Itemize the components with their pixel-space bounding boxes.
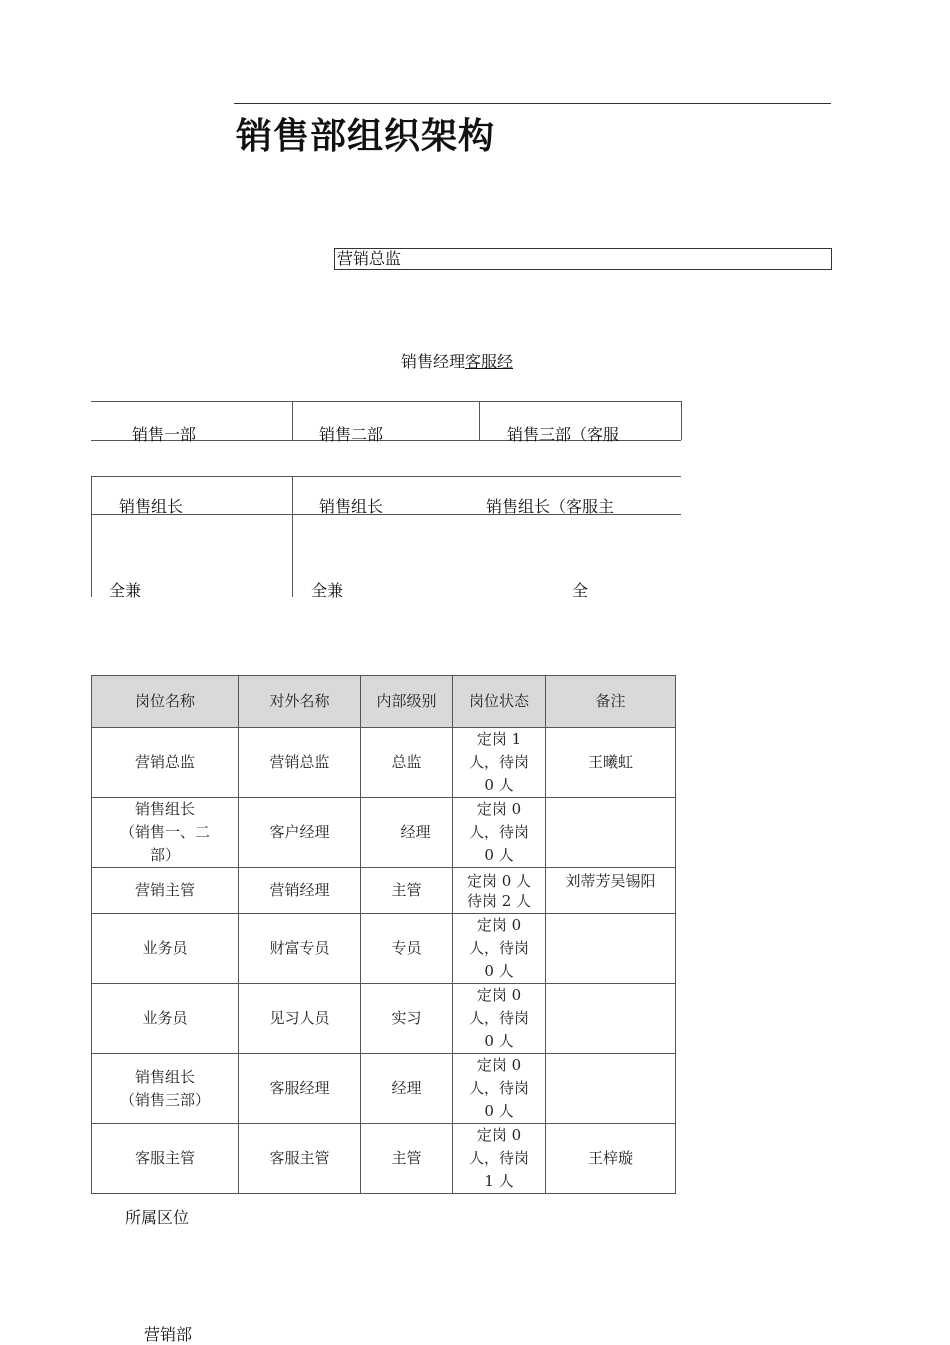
leader-left-border [91, 476, 92, 597]
cell-position: 业务员 [92, 914, 239, 984]
cell-external: 营销经理 [239, 868, 361, 914]
table-row [92, 1124, 676, 1194]
cell-position: 业务员 [92, 984, 239, 1054]
col-header-level: 内部级别 [361, 676, 453, 728]
col-header-note: 备注 [546, 676, 676, 728]
cell-level: 专员 [361, 914, 453, 984]
page-title: 销售部组织架构 [236, 116, 496, 157]
cell-status: 定岗 0 人，待岗 0 人 [453, 914, 546, 984]
cell-external: 营销总监 [239, 728, 361, 798]
cell-note: 王曦虹 [546, 728, 676, 798]
org-node-director [334, 248, 832, 270]
region-label: 所属区位 [125, 1208, 190, 1227]
cell-position: 营销主管 [92, 868, 239, 914]
cell-external: 见习人员 [239, 984, 361, 1054]
leader-1: 销售组长 [119, 497, 184, 516]
cell-status: 定岗 1 人，待岗 0 人 [453, 728, 546, 798]
cell-level: 经理 [361, 1054, 453, 1124]
cell-position: 客服主管 [92, 1124, 239, 1194]
cell-note: 刘蒂芳吴锡阳 [546, 868, 676, 914]
col-header-external: 对外名称 [239, 676, 361, 728]
cell-position: 营销总监 [92, 728, 239, 798]
leader-3: 销售组长（客服主 [486, 497, 615, 516]
cell-position: 销售组长 （销售三部） [92, 1054, 239, 1124]
col-header-status: 岗位状态 [453, 676, 546, 728]
table-row [92, 1054, 676, 1124]
cell-note [546, 798, 676, 868]
cell-external: 客服经理 [239, 1054, 361, 1124]
position-table [91, 675, 676, 1194]
cell-external: 客服主管 [239, 1124, 361, 1194]
cell-note [546, 914, 676, 984]
org-node-director-label: 营销总监 [337, 249, 402, 268]
cell-status: 定岗 0 人，待岗 0 人 [453, 1054, 546, 1124]
leader-divider [292, 476, 293, 597]
cell-level: 主管 [361, 1124, 453, 1194]
cell-level: 主管 [361, 868, 453, 914]
table-row [92, 914, 676, 984]
cell-position: 销售组长 （销售一、二 部） [92, 798, 239, 868]
dept-3: 销售三部（客服 [507, 425, 620, 444]
sales-manager-label: 销售经理 [401, 352, 466, 371]
dept-divider-1 [292, 401, 293, 440]
table-row [92, 728, 676, 798]
cell-status: 定岗 0 人 待岗 2 人 [453, 868, 546, 914]
dept-divider-3 [681, 401, 682, 440]
cell-note: 王梓璇 [546, 1124, 676, 1194]
col-header-position: 岗位名称 [92, 676, 239, 728]
cell-note [546, 1054, 676, 1124]
table-row [92, 868, 676, 914]
dept-2: 销售二部 [319, 425, 384, 444]
department-label: 营销部 [144, 1325, 193, 1344]
cell-level: 经理 [361, 798, 453, 868]
cell-external: 财富专员 [239, 914, 361, 984]
table-row [92, 984, 676, 1054]
staff-3: 全 [572, 581, 589, 600]
cell-status: 定岗 0 人，待岗 0 人 [453, 798, 546, 868]
cell-external: 客户经理 [239, 798, 361, 868]
staff-2: 全兼 [311, 581, 344, 600]
cell-status: 定岗 0 人，待岗 0 人 [453, 984, 546, 1054]
leader-row-top-line [91, 476, 681, 477]
cell-status: 定岗 0 人，待岗 1 人 [453, 1124, 546, 1194]
table-row [92, 798, 676, 868]
title-rule [234, 103, 831, 104]
staff-1: 全兼 [109, 581, 142, 600]
cell-level: 总监 [361, 728, 453, 798]
cell-note [546, 984, 676, 1054]
org-node-managers [401, 349, 513, 372]
dept-1: 销售一部 [132, 425, 197, 444]
dept-row-top-line [91, 401, 681, 402]
dept-divider-2 [479, 401, 480, 440]
cell-level: 实习 [361, 984, 453, 1054]
table-header-row [92, 676, 676, 728]
service-manager-label: 客服经 [465, 352, 514, 371]
leader-2: 销售组长 [319, 497, 384, 516]
